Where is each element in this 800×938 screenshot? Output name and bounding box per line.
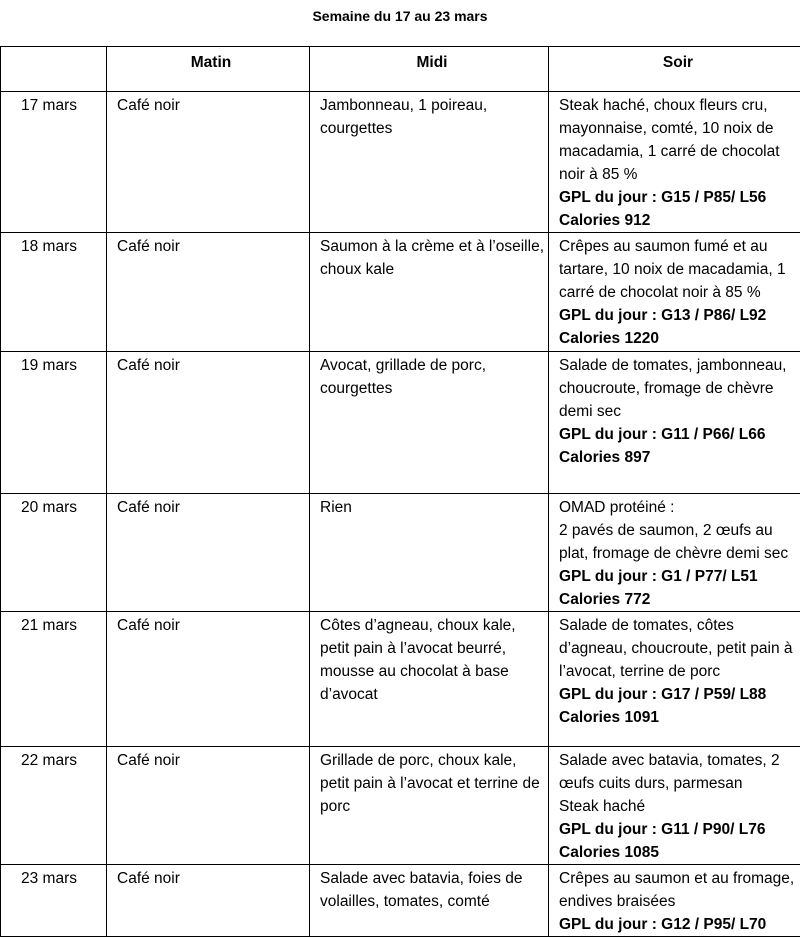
soir-text: Crêpes au saumon fumé et au tartare, 10 noix de macadamia, 1 carré de chocolat noir à 85 % bbox=[559, 238, 786, 301]
soir-text: Crêpes au saumon et au fromage, endives braisées bbox=[559, 870, 795, 910]
gpl-text: GPL du jour : G17 / P59/ L88 bbox=[559, 686, 767, 703]
soir-cell bbox=[549, 865, 800, 937]
day-cell: 22 mars bbox=[1, 747, 107, 865]
day-cell: 19 mars bbox=[1, 352, 107, 494]
gpl-text: GPL du jour : G15 / P85/ L56 bbox=[559, 189, 767, 206]
soir-text: 2 pavés de saumon, 2 œufs au plat, fromage de chèvre demi sec bbox=[559, 522, 789, 562]
header-midi: Midi bbox=[310, 47, 549, 92]
midi-cell: Jambonneau, 1 poireau, courgettes bbox=[310, 92, 549, 233]
day-cell: 23 mars bbox=[1, 865, 107, 937]
midi-cell: Grillade de porc, choux kale, petit pain à l’avocat et terrine de porc bbox=[310, 747, 549, 865]
header-matin: Matin bbox=[107, 47, 310, 92]
header-row bbox=[1, 47, 800, 92]
calories-text: Calories 912 bbox=[559, 212, 651, 229]
day-cell: 21 mars bbox=[1, 612, 107, 747]
gpl-text: GPL du jour : G11 / P66/ L66 bbox=[559, 426, 766, 443]
table-row bbox=[1, 92, 800, 233]
matin-cell: Café noir bbox=[107, 352, 310, 494]
meal-table bbox=[0, 46, 800, 937]
header-soir: Soir bbox=[549, 47, 800, 92]
soir-cell bbox=[549, 233, 800, 352]
matin-cell: Café noir bbox=[107, 747, 310, 865]
soir-cell bbox=[549, 352, 800, 494]
table-row bbox=[1, 747, 800, 865]
matin-cell: Café noir bbox=[107, 92, 310, 233]
matin-cell: Café noir bbox=[107, 494, 310, 612]
midi-cell: Rien bbox=[310, 494, 549, 612]
gpl-text: GPL du jour : G1 / P77/ L51 bbox=[559, 568, 758, 585]
table-row bbox=[1, 352, 800, 494]
midi-cell: Saumon à la crème et à l’oseille, choux kale bbox=[310, 233, 549, 352]
matin-cell: Café noir bbox=[107, 612, 310, 747]
day-cell: 20 mars bbox=[1, 494, 107, 612]
soir-intro: OMAD protéiné : bbox=[559, 499, 675, 516]
calories-text: Calories 1085 bbox=[559, 844, 659, 861]
table-row bbox=[1, 233, 800, 352]
calories-text: Calories 772 bbox=[559, 591, 651, 608]
soir-text: Salade de tomates, côtes d’agneau, choucroute, petit pain à l’avocat, terrine de porc bbox=[559, 617, 793, 680]
gpl-text: GPL du jour : G13 / P86/ L92 bbox=[559, 307, 767, 324]
midi-cell: Salade avec batavia, foies de volailles, tomates, comté bbox=[310, 865, 549, 937]
midi-cell: Côtes d’agneau, choux kale, petit pain à l’avocat beurré, mousse au chocolat à base d’avocat bbox=[310, 612, 549, 747]
calories-text: Calories 1220 bbox=[559, 330, 659, 347]
matin-cell: Café noir bbox=[107, 233, 310, 352]
gpl-text: GPL du jour : G11 / P90/ L76 bbox=[559, 821, 766, 838]
header-empty bbox=[1, 47, 107, 92]
calories-text: Calories 897 bbox=[559, 449, 651, 466]
midi-cell: Avocat, grillade de porc, courgettes bbox=[310, 352, 549, 494]
soir-cell bbox=[549, 747, 800, 865]
soir-text: Salade de tomates, jambonneau, choucroute, fromage de chèvre demi sec bbox=[559, 357, 787, 420]
day-cell: 18 mars bbox=[1, 233, 107, 352]
matin-cell: Café noir bbox=[107, 865, 310, 937]
table-row bbox=[1, 612, 800, 747]
page-title: Semaine du 17 au 23 mars bbox=[312, 8, 488, 24]
day-cell: 17 mars bbox=[1, 92, 107, 233]
table-row bbox=[1, 494, 800, 612]
soir-text: Salade avec batavia, tomates, 2 œufs cuits durs, parmesan bbox=[559, 752, 780, 792]
soir-extra: Steak haché bbox=[559, 798, 646, 815]
table-row bbox=[1, 865, 800, 937]
calories-text: Calories 1091 bbox=[559, 709, 659, 726]
soir-cell bbox=[549, 612, 800, 747]
soir-text: Steak haché, choux fleurs cru, mayonnaise, comté, 10 noix de macadamia, 1 carré de chocolat noir à 85 % bbox=[559, 97, 780, 183]
gpl-text: GPL du jour : G12 / P95/ L70 bbox=[559, 916, 767, 933]
soir-cell bbox=[549, 92, 800, 233]
soir-cell bbox=[549, 494, 800, 612]
